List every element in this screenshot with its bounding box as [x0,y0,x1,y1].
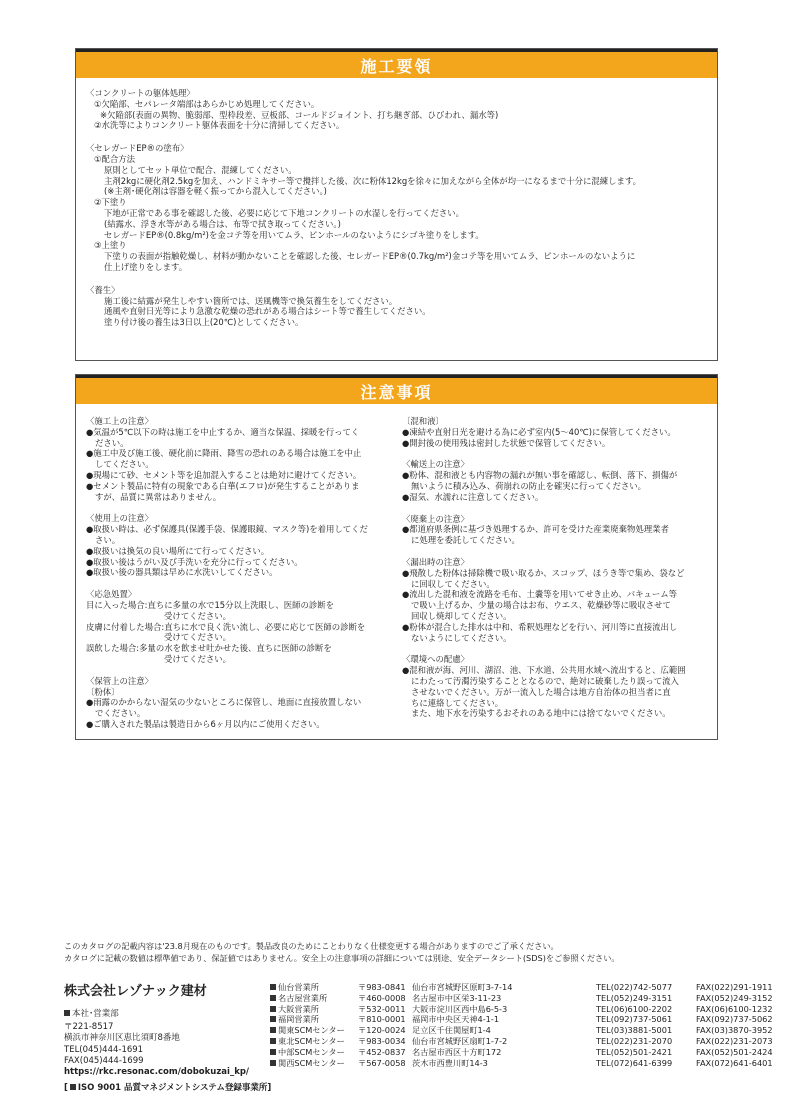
caution-line: にわたって汚濁汚染することとなるので、絶対に破棄したり誤って流入 [411,675,679,686]
office-zip: 〒983-0841 [358,982,406,992]
cautions-title: 注意事項 [76,375,717,404]
office-name: 名古屋営業所 [278,992,328,1003]
body-line: 〈養生〉 [86,284,120,295]
hq-tel: TEL(045)444-1691 [64,1045,144,1055]
caution-line: に処理を委託してください。 [411,535,520,546]
office-address: 仙台市宮城野区原町3-7-14 [412,982,513,992]
office-address: 福岡市中央区天神4-1-1 [412,1014,500,1025]
caution-line: ●取扱い時は、必ず保護具(保護手袋、保護眼鏡、マスク等)を着用してくだ [86,524,368,535]
square-bullet-icon [270,984,276,990]
caution-line: ●セメント製品に特有の現象である白華(エフロ)が発生することがありま [86,480,360,491]
office-fax: FAX(022)231-2073 [696,1035,773,1046]
office-zip: 〒460-0008 [358,992,406,1003]
caution-line: ●粉体が混合した排水は中和、希釈処理などを行い、河川等に直接流出し [402,621,678,632]
caution-line: すが、品質に異常はありません。 [95,491,222,502]
body-line: ①配合方法 [94,153,136,164]
caution-line: 〔粉体〕 [86,686,120,697]
office-zip: 〒532-0011 [358,1003,406,1014]
hq-fax: FAX(045)444-1699 [64,1056,144,1066]
office-list [270,982,773,1068]
body-line: ②水洗等によりコンクリート躯体表面を十分に清掃してください。 [94,120,345,131]
caution-line: 受けてください。 [164,653,231,664]
office-zip: 〒567-0058 [358,1057,406,1068]
office-zip: 〒452-0837 [358,1046,406,1057]
caution-line: ●取扱い後の器具類は早めに水洗いしてください。 [86,567,278,578]
body-line: (結露水、浮き水等がある場合は、布等で拭き取ってください。) [104,218,341,229]
office-tel: TEL(052)249-3151 [596,992,673,1003]
hq-postal: 〒221-8517 [64,1022,114,1032]
caution-line: 無いように積み込み、荷崩れの防止を確実に行ってください。 [411,480,647,491]
square-bullet-icon [270,1027,276,1033]
caution-line: 〔混和液〕 [402,416,444,426]
caution-line: 〈使用上の注意〉 [86,513,153,524]
square-bullet-icon [270,995,276,1001]
body-line: 下地が正常である事を確認した後、必要に応じて下地コンクリートの水湿しを行ってください。 [104,207,464,218]
iso-text: ISO 9001 品質マネジメントシステム登録事業所 [77,1083,268,1093]
office-row [270,1014,773,1025]
body-line: 施工後に結露が発生しやすい箇所では、送風機等で換気養生をしてください。 [104,295,398,306]
office-name: 東北SCMセンター [278,1035,345,1046]
office-zip: 〒120-0024 [358,1025,406,1036]
office-row [270,993,773,1004]
caution-line: 〈環境への配慮〉 [402,654,469,665]
office-fax: FAX(06)6100-1232 [696,1003,773,1014]
hq-address: 横浜市神奈川区恵比須町8番地 [64,1033,180,1043]
company-name: 株式会社レゾナック建材 [64,984,207,999]
caution-line: させないでください。万が一流入した場合は地方自治体の担当者に直 [411,686,671,697]
caution-line: 受けてください。 [164,610,231,621]
office-name: 仙台営業所 [278,982,319,992]
office-tel: TEL(052)501-2421 [596,1046,673,1057]
body-line: ※欠陥部(表面の異物、脆弱部、型枠段差、豆板部、コールドジョイント、打ち継ぎ部、ひびわれ、漏水等) [100,109,499,120]
catalog-notice-2: カタログに記載の数値は標準値であり、保証値ではありません。安全上の注意事項の詳細については別途、安全データシート(SDS)をご参照ください。 [64,953,620,963]
body-line: 主剤2kgに硬化剤2.5kgを加え、ハンドミキサー等で攪拌した後、次に粉体12kgを徐々に加えながら全体が均一になるまで十分に混練します。 [104,175,642,186]
square-bullet-icon [270,1049,276,1055]
office-row [270,1004,773,1015]
caution-line: ださい。 [95,437,129,448]
construction-body [86,88,641,328]
office-fax: FAX(052)249-3152 [696,992,773,1003]
office-fax: FAX(03)3870-3952 [696,1025,773,1036]
hq-label [64,1009,119,1020]
office-fax: FAX(022)291-1911 [696,982,773,992]
office-row [270,1047,773,1058]
caution-line: ●現場にて砂、セメント等を追加混入することは絶対に避けてください。 [86,469,362,480]
office-name: 大阪営業所 [278,1003,319,1014]
caution-line: ●ご購入された製品は製造日から6ヶ月以内にご使用ください。 [86,718,325,729]
square-bullet-icon [270,1016,276,1022]
caution-line: 目に入った場合:直ちに多量の水で15分以上洗眼し、医師の診断を [86,599,334,610]
body-line: 〈セレガードEP®の塗布〉 [86,143,189,154]
caution-line: 受けてください。 [164,632,231,643]
office-row [270,1025,773,1036]
office-tel: TEL(092)737-5061 [596,1014,673,1025]
office-fax: FAX(072)641-6401 [696,1057,773,1068]
caution-line: ●粉体、混和液とも内容物の漏れが無い事を確認し、転倒、落下、損傷が [402,470,678,481]
office-name: 福岡営業所 [278,1014,319,1025]
office-address: 足立区千住関屋町1-4 [412,1025,491,1036]
caution-line: 〈応急処置〉 [86,589,137,600]
office-zip: 〒810-0001 [358,1014,406,1025]
office-name: 関東SCMセンター [278,1025,345,1036]
caution-line: でください。 [95,708,146,719]
office-tel: TEL(03)3881-5001 [596,1025,673,1036]
square-bullet-icon [70,1084,76,1090]
caution-line: 〈廃棄上の注意〉 [402,513,469,524]
square-bullet-icon [270,1038,276,1044]
caution-line: 〈保管上の注意〉 [86,675,153,686]
body-line: 仕上げ塗りをします。 [104,261,188,272]
square-bullet-icon [270,1060,276,1066]
hq-label-text: 本社･営業部 [72,1009,119,1019]
cautions-left [86,416,368,730]
square-bullet-icon [64,1010,70,1016]
caution-line: 〈漏出時の注意〉 [402,556,469,567]
body-line: 原則としてセット単位で配合、混練してください。 [104,164,297,175]
catalog-notice-1: このカタログの記載内容は'23.8月現在のものです。製品改良のためにことわりなく仕様変更する場合がありますのでご了承ください。 [64,941,559,951]
cautions-right [402,416,686,719]
caution-line: ●湿気、水濡れに注意してください。 [402,491,544,502]
caution-line: ちに連絡してください。 [411,697,504,708]
office-address: 大阪市淀川区西中島6-5-3 [412,1003,508,1014]
caution-line: ●流出した混和液を流路を毛布、土嚢等を用いてせき止め、バキューム等 [402,589,677,600]
office-address: 名古屋市中区栄3-11-23 [412,992,502,1003]
body-line: 塗り付け後の養生は3日以上(20℃)としてください。 [104,317,304,328]
office-row [270,1058,773,1069]
caution-line: ないようにしてください。 [411,632,512,643]
body-line: ②下塗り [94,197,127,208]
construction-title: 施工要領 [76,49,717,78]
office-fax: FAX(052)501-2424 [696,1046,773,1057]
caution-line: ●混和液が海、河川、湖沼、池、下水道、公共用水域へ流出すると、広範囲 [402,665,686,676]
iso-badge: [ ISO 9001 品質マネジメントシステム登録事業所] [64,1083,272,1093]
caution-line: ●気温が5℃以下の時は施工を中止するか、適当な保温、採暖を行ってく [86,426,360,437]
body-line: (※主剤･硬化剤は容器を軽く振ってから混入してください。) [104,186,327,197]
caution-line: ●取扱いは換気の良い場所にて行ってください。 [86,545,270,556]
office-row [270,982,773,993]
office-address: 茨木市西豊川町14-3 [412,1057,488,1068]
caution-line: ●都道府県条例に基づき処理するか、許可を受けた産業廃棄物処理業者 [402,524,669,535]
caution-line: さい。 [95,534,121,545]
square-bullet-icon [270,1006,276,1012]
office-tel: TEL(072)641-6399 [596,1057,673,1068]
caution-line: してください。 [95,459,154,470]
caution-line: ●雨露のかからない湿気の少ないところに保管し、地面に直接放置しない [86,697,362,708]
body-line: 下塗りの表面が指触乾燥し、材料が動かないことを確認した後、セレガードEP®(0.7kg/m²)金コテ等を用いてムラ、ピンホールのないように [104,251,636,262]
company-url[interactable]: https://rkc.resonac.com/dobokuzai_kp/ [64,1067,250,1077]
caution-line: 〈施工上の注意〉 [86,416,153,426]
caution-line: に回収してください。 [411,578,495,589]
caution-line: で吸い上げるか、少量の場合はお布、ウエス、乾燥砂等に吸収させて [411,600,671,611]
office-address: 名古屋市西区十方町172 [412,1046,502,1057]
body-line: ①欠陥部、セパレータ端部はあらかじめ処理してください。 [94,98,320,109]
office-row [270,1036,773,1047]
office-name: 中部SCMセンター [278,1046,345,1057]
caution-line: ●施工中及び施工後、硬化前に降雨、降雪の恐れのある場合は施工を中止 [86,448,362,459]
body-line: ③上塗り [94,240,127,251]
office-tel: TEL(022)742-5077 [596,982,673,992]
office-fax: FAX(092)737-5062 [696,1014,773,1025]
caution-line: ●飛散した粉体は掃除機で吸い取るか、スコップ、ほうき等で集め、袋など [402,567,685,578]
caution-line: ●取扱い後はうがい及び手洗いを充分に行ってください。 [86,556,303,567]
body-line: セレガードEP®(0.8kg/m²)を金コテ等を用いてムラ、ピンホールのないようにシゴキ塗りをします。 [104,229,484,240]
caution-line: ●開封後の使用残は密封した状態で保管してください。 [402,437,611,448]
caution-line: 皮膚に付着した場合:直ちに水で良く洗い流し、必要に応じて医師の診断を [86,621,366,632]
caution-line: また、地下水を汚染するおそれのある地中には捨てないでください。 [411,708,671,719]
caution-line: 誤飲した場合:多量の水を飲ませ吐かせた後、直ちに医師の診断を [86,643,332,654]
caution-line: ●凍結や直射日光を避ける為に必ず室内(5〜40℃)に保管してください。 [402,426,676,437]
body-line: 〈コンクリートの躯体処理〉 [86,88,195,98]
office-tel: TEL(022)231-2070 [596,1035,673,1046]
body-line: 通風や直射日光等により急激な乾燥の恐れがある場合はシート等で養生してください。 [104,306,431,317]
caution-line: 回収し焼却してください。 [411,610,512,621]
office-tel: TEL(06)6100-2202 [596,1003,673,1014]
office-address: 仙台市宮城野区扇町1-7-2 [412,1035,508,1046]
office-zip: 〒983-0034 [358,1035,406,1046]
office-name: 関西SCMセンター [278,1057,345,1068]
caution-line: 〈輸送上の注意〉 [402,459,469,470]
